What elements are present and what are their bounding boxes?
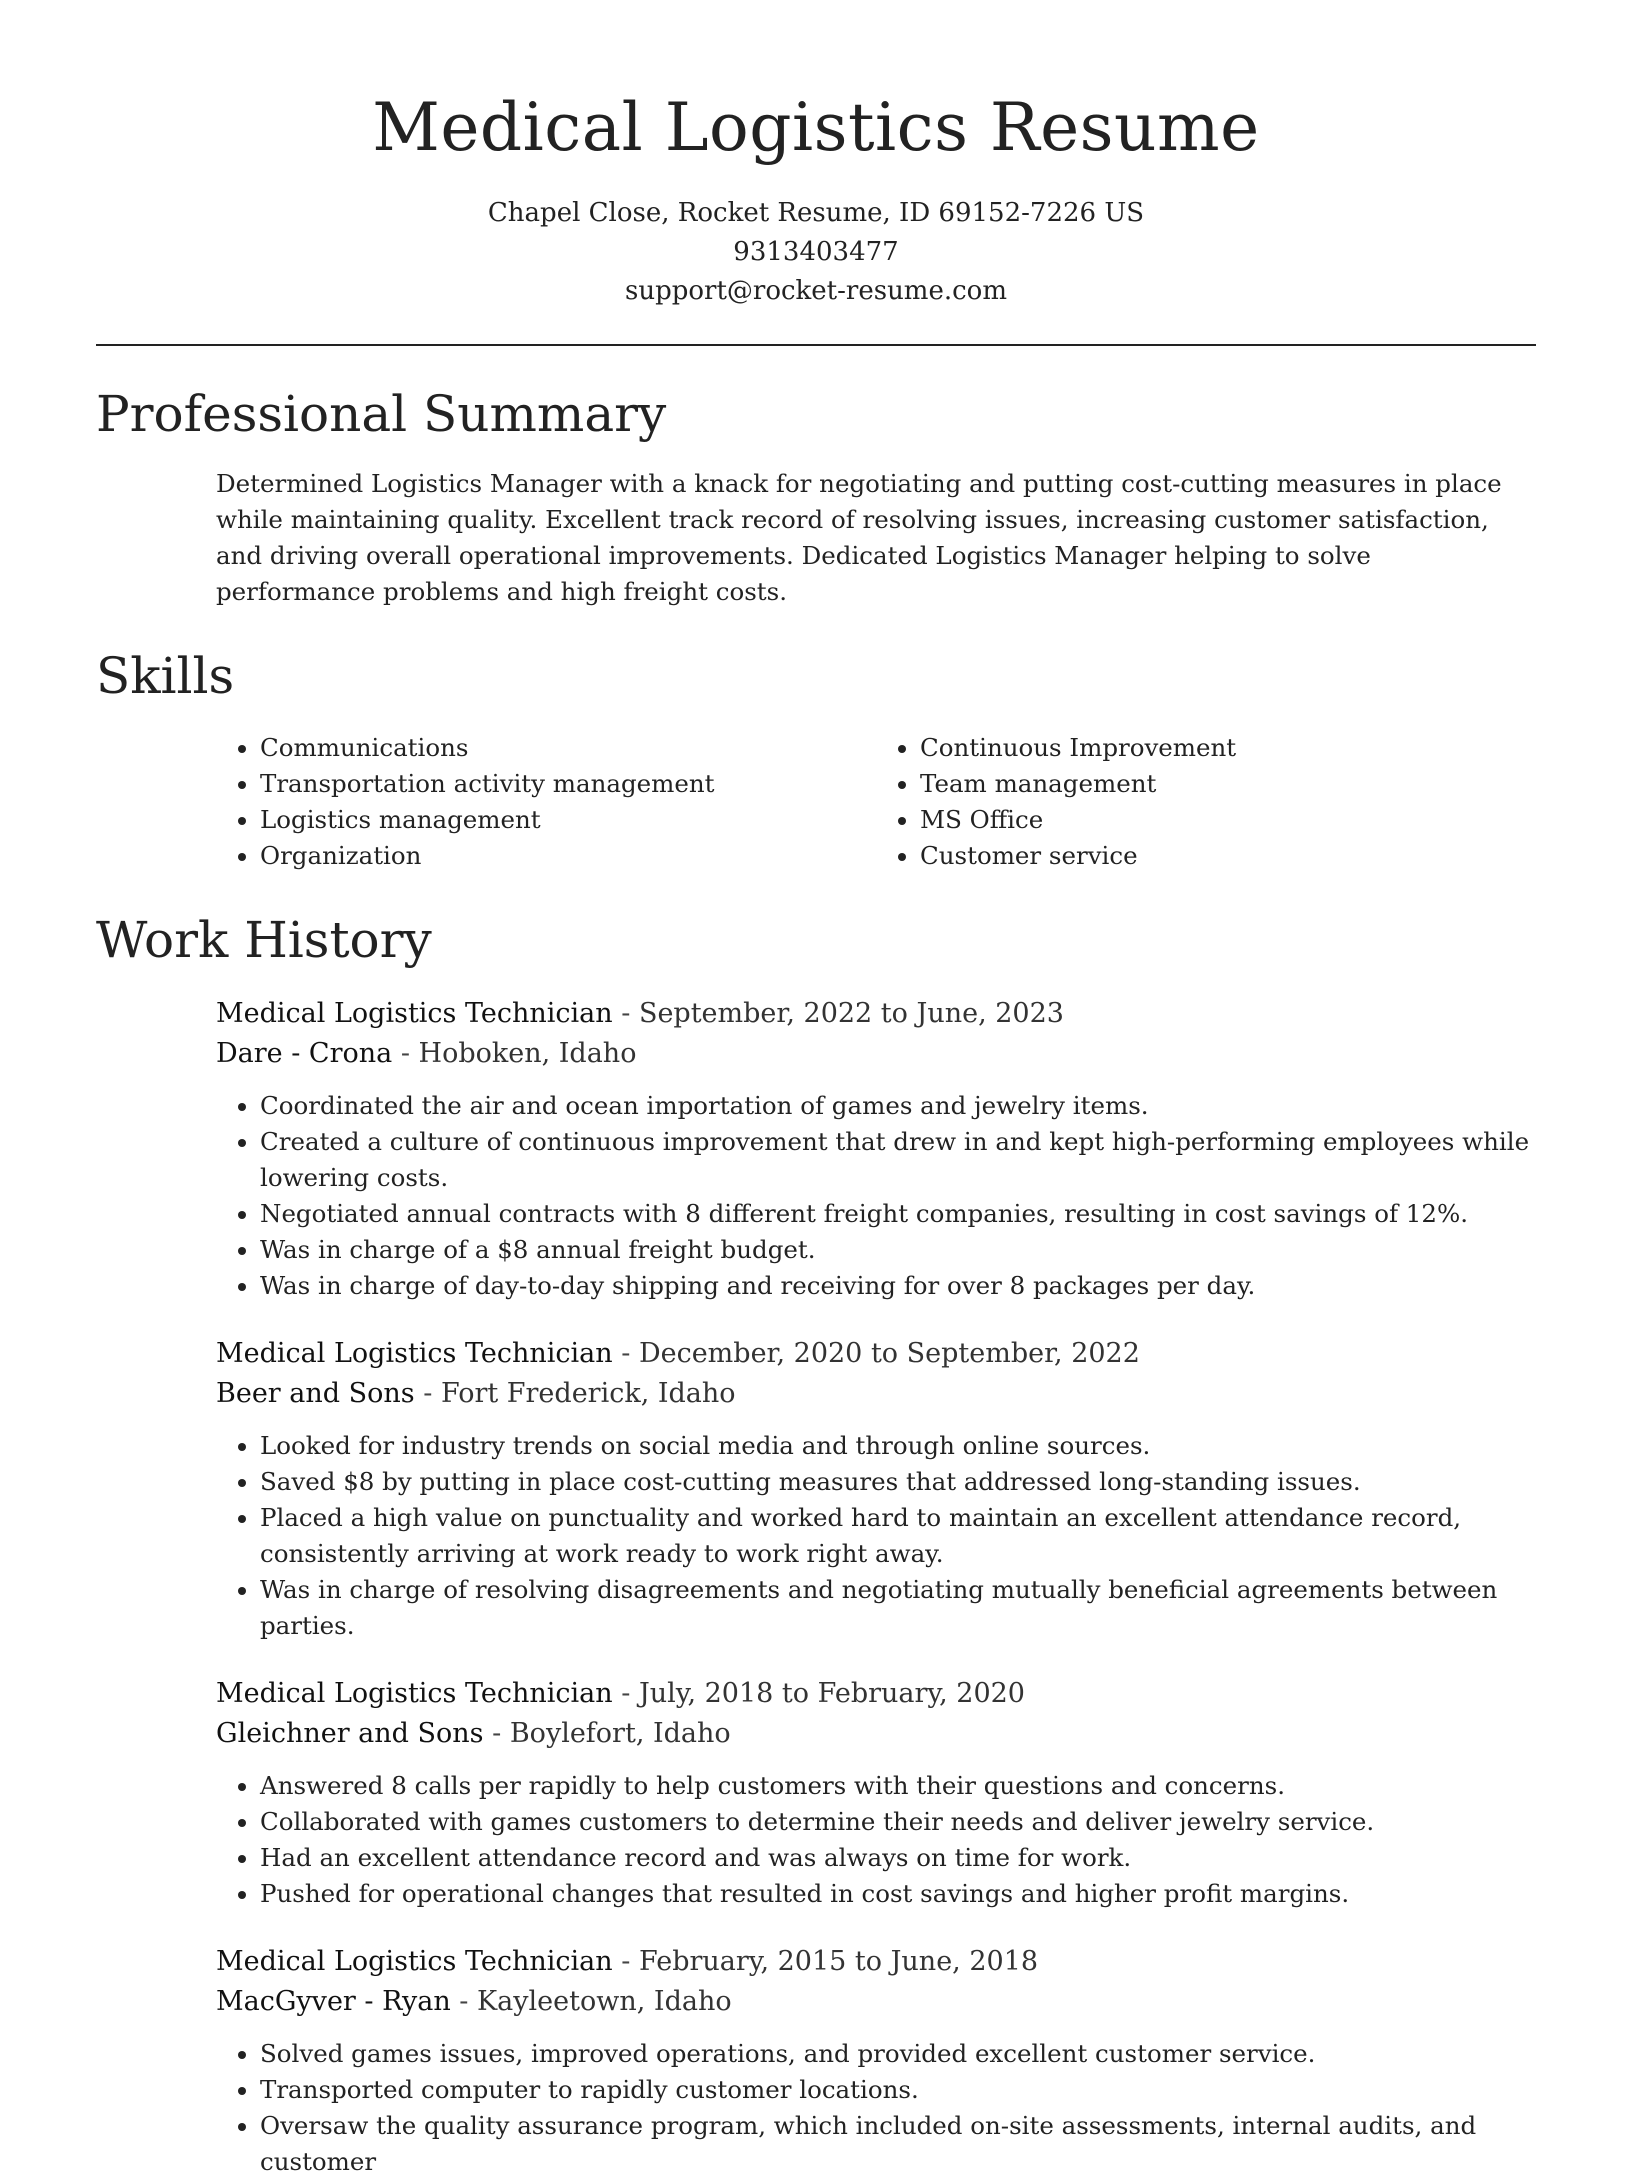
job-location: Fort Frederick, Idaho [440,1378,736,1409]
skill-item: • Logistics management [260,802,876,838]
work-history-heading: Work History [96,911,432,969]
job-bullet: • Placed a high value on punctuality and worked hard to maintain an excellent attendance record, consistently arriving at work ready to work right away. [260,1500,1536,1572]
job-company: Gleichner and Sons [216,1718,484,1749]
contact-address: Chapel Close, Rocket Resume, ID 69152-7226 US [487,198,1145,228]
resume-title: Medical Logistics Resume [372,89,1260,166]
job-title: Medical Logistics Technician [216,1946,613,1977]
contact-phone: 9313403477 [733,237,899,267]
job-bullet: • Answered 8 calls per rapidly to help customers with their questions and concerns. [260,1768,1536,1804]
skill-item: • Transportation activity management [260,766,876,802]
job-title: Medical Logistics Technician [216,998,613,1029]
job-location: Hoboken, Idaho [418,1038,637,1069]
job-bullets [216,1428,1536,1644]
job-separator: - [612,1338,639,1369]
job-bullet: • Coordinated the air and ocean importation of games and jewelry items. [260,1088,1536,1124]
job-bullet: • Transported computer to rapidly customer locations. [260,2072,1536,2108]
skill-item: • Customer service [920,838,1536,874]
job-bullet: • Pushed for operational changes that resulted in cost savings and higher profit margins. [260,1876,1536,1912]
job-separator: - [392,1038,419,1069]
skill-item: • MS Office [920,802,1536,838]
skills-column-right [876,730,1536,874]
job-entry [216,1674,1536,1912]
job-bullet: • Negotiated annual contracts with 8 different freight companies, resulting in cost savings of 12%. [260,1196,1536,1232]
job-bullet: • Was in charge of resolving disagreements and negotiating mutually beneficial agreements between parties. [260,1572,1536,1644]
job-bullet: • Looked for industry trends on social media and through online sources. [260,1428,1536,1464]
job-company: Dare - Crona [216,1038,393,1069]
job-bullet: • Solved games issues, improved operations, and provided excellent customer service. [260,2036,1536,2072]
job-separator: - [612,1678,639,1709]
header-divider [96,344,1536,346]
job-dates: December, 2020 to September, 2022 [638,1338,1140,1369]
job-bullet: • Was in charge of day-to-day shipping and receiving for over 8 packages per day. [260,1268,1536,1304]
job-title-line [216,1674,1536,1714]
job-title: Medical Logistics Technician [216,1678,613,1709]
job-company: MacGyver - Ryan [216,1986,451,2017]
contact-info [0,194,1632,311]
job-bullet: • Created a culture of continuous improvement that drew in and kept high-performing employees while lowering costs. [260,1124,1536,1196]
job-entry [216,1942,1536,2180]
job-separator: - [483,1718,510,1749]
job-company: Beer and Sons [216,1378,415,1409]
job-company-line [216,1714,1536,1754]
job-separator: - [414,1378,441,1409]
job-bullets [216,2036,1536,2180]
skill-item: • Organization [260,838,876,874]
job-title: Medical Logistics Technician [216,1338,613,1369]
job-entry [216,1334,1536,1644]
skills-column-left [216,730,876,874]
contact-email: support@rocket-resume.com [624,276,1007,306]
job-separator: - [612,998,639,1029]
job-bullet: • Was in charge of a $8 annual freight budget. [260,1232,1536,1268]
job-dates: September, 2022 to June, 2023 [638,998,1064,1029]
job-location: Kayleetown, Idaho [477,1986,732,2017]
skill-item: • Communications [260,730,876,766]
job-company-line [216,1982,1536,2022]
skills-heading: Skills [96,647,235,705]
job-location: Boylefort, Idaho [509,1718,731,1749]
job-bullet: • Had an excellent attendance record and was always on time for work. [260,1840,1536,1876]
job-bullet: • Saved $8 by putting in place cost-cutting measures that addressed long-standing issues. [260,1464,1536,1500]
skill-item: • Team management [920,766,1536,802]
job-dates: July, 2018 to February, 2020 [638,1678,1025,1709]
job-entry [216,994,1536,1304]
job-separator: - [450,1986,478,2017]
summary-text: Determined Logistics Manager with a knack for negotiating and putting cost-cutting measures in place while maintaining quality. Excellent track record of resolving issues, increasing customer satisfaction, and driving overall operational improvements. Dedicated Logistics Manager helping to solve performance problems and high freight costs. [216,469,1502,606]
skills-list [216,730,1536,874]
summary-heading: Professional Summary [96,385,667,443]
job-title-line [216,994,1536,1034]
resume-header [0,0,1632,311]
job-dates: February, 2015 to June, 2018 [638,1946,1039,1977]
job-title-line [216,1334,1536,1374]
job-bullet: • Oversaw the quality assurance program, which included on-site assessments, internal audits, and customer [260,2108,1536,2180]
job-title-line [216,1942,1536,1982]
skill-item: • Continuous Improvement [920,730,1536,766]
job-bullet: • Collaborated with games customers to determine their needs and deliver jewelry service. [260,1804,1536,1840]
job-company-line [216,1034,1536,1074]
job-bullets [216,1088,1536,1304]
job-company-line [216,1374,1536,1414]
job-separator: - [612,1946,639,1977]
job-bullets [216,1768,1536,1912]
